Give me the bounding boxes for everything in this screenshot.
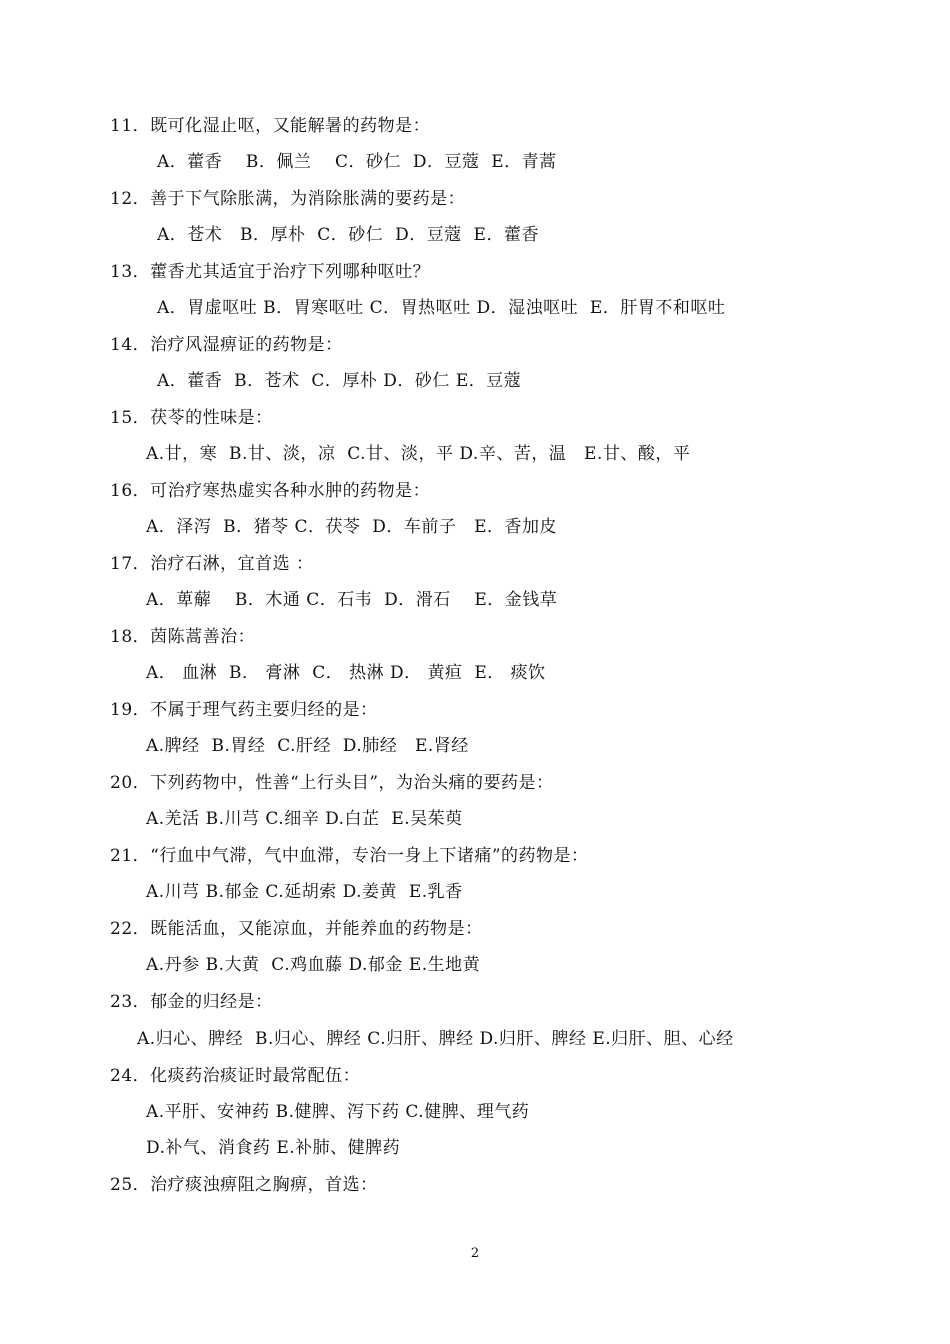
- question-21: 21．“行血中气滞，气中血滞，专治一身上下诸痛”的药物是：: [110, 846, 589, 866]
- question-23: 23．郁金的归经是：: [110, 992, 273, 1012]
- question-15: 15．茯苓的性味是：: [110, 408, 273, 428]
- question-16: 16．可治疗寒热虚实各种水肿的药物是：: [110, 481, 431, 501]
- question-25: 25．治疗痰浊痹阻之胸痹，首选：: [110, 1175, 378, 1195]
- options-23: A.归心、脾经 B.归心、脾经 C.归肝、脾经 D.归肝、脾经 E.归肝、胆、心经: [137, 1029, 734, 1049]
- options-20: A.羌活 B.川芎 C.细辛 D.白芷 E.吴茱萸: [146, 809, 463, 829]
- page-number: 2: [470, 1246, 480, 1261]
- options-19: A.脾经 B.胃经 C.肝经 D.肺经 E.肾经: [146, 736, 469, 756]
- question-24: 24．化痰药治痰证时最常配伍：: [110, 1066, 361, 1086]
- question-14: 14．治疗风湿痹证的药物是：: [110, 335, 343, 355]
- question-22: 22．既能活血，又能凉血，并能养血的药物是：: [110, 919, 483, 939]
- options-22: A.丹参 B.大黄 C.鸡血藤 D.郁金 E.生地黄: [146, 955, 481, 975]
- question-17: 17．治疗石淋，宜首选 ：: [110, 554, 314, 574]
- options-16: A．泽泻 B．猪苓 C．茯苓 D．车前子 E．香加皮: [146, 517, 558, 537]
- options-11: A．藿香 B．佩兰 C．砂仁 D．豆蔻 E．青蒿: [157, 152, 557, 172]
- options-18: A． 血淋 B． 膏淋 C． 热淋 D． 黄疸 E． 痰饮: [146, 663, 546, 683]
- options-24-line-2: D.补气、消食药 E.补肺、健脾药: [146, 1138, 401, 1158]
- options-14: A．藿香 B．苍术 C．厚朴 D．砂仁 E．豆蔻: [157, 371, 522, 391]
- options-21: A.川芎 B.郁金 C.延胡索 D.姜黄 E.乳香: [146, 882, 463, 902]
- question-20: 20．下列药物中，性善“上行头目”，为治头痛的要药是：: [110, 773, 554, 793]
- options-24-line-1: A.平肝、安神药 B.健脾、泻下药 C.健脾、理气药: [146, 1102, 530, 1122]
- options-15: A.甘，寒 B.甘、淡，凉 C.甘、淡，平 D.辛、苦，温 E.甘、酸，平: [146, 444, 691, 464]
- options-12: A．苍术 B．厚朴 C．砂仁 D．豆蔻 E．藿香: [157, 225, 539, 245]
- options-13: A．胃虚呕吐 B．胃寒呕吐 C．胃热呕吐 D．湿浊呕吐 E．肝胃不和呕吐: [157, 298, 726, 318]
- question-11: 11．既可化湿止呕，又能解暑的药物是：: [110, 116, 431, 136]
- question-19: 19．不属于理气药主要归经的是：: [110, 700, 378, 720]
- question-18: 18．茵陈蒿善治：: [110, 627, 256, 647]
- question-13: 13．藿香尤其适宜于治疗下列哪种呕吐？: [110, 262, 431, 282]
- question-12: 12．善于下气除胀满，为消除胀满的要药是：: [110, 189, 466, 209]
- options-17: A．萆薢 B．木通 C．石韦 D．滑石 E．金钱草: [146, 590, 558, 610]
